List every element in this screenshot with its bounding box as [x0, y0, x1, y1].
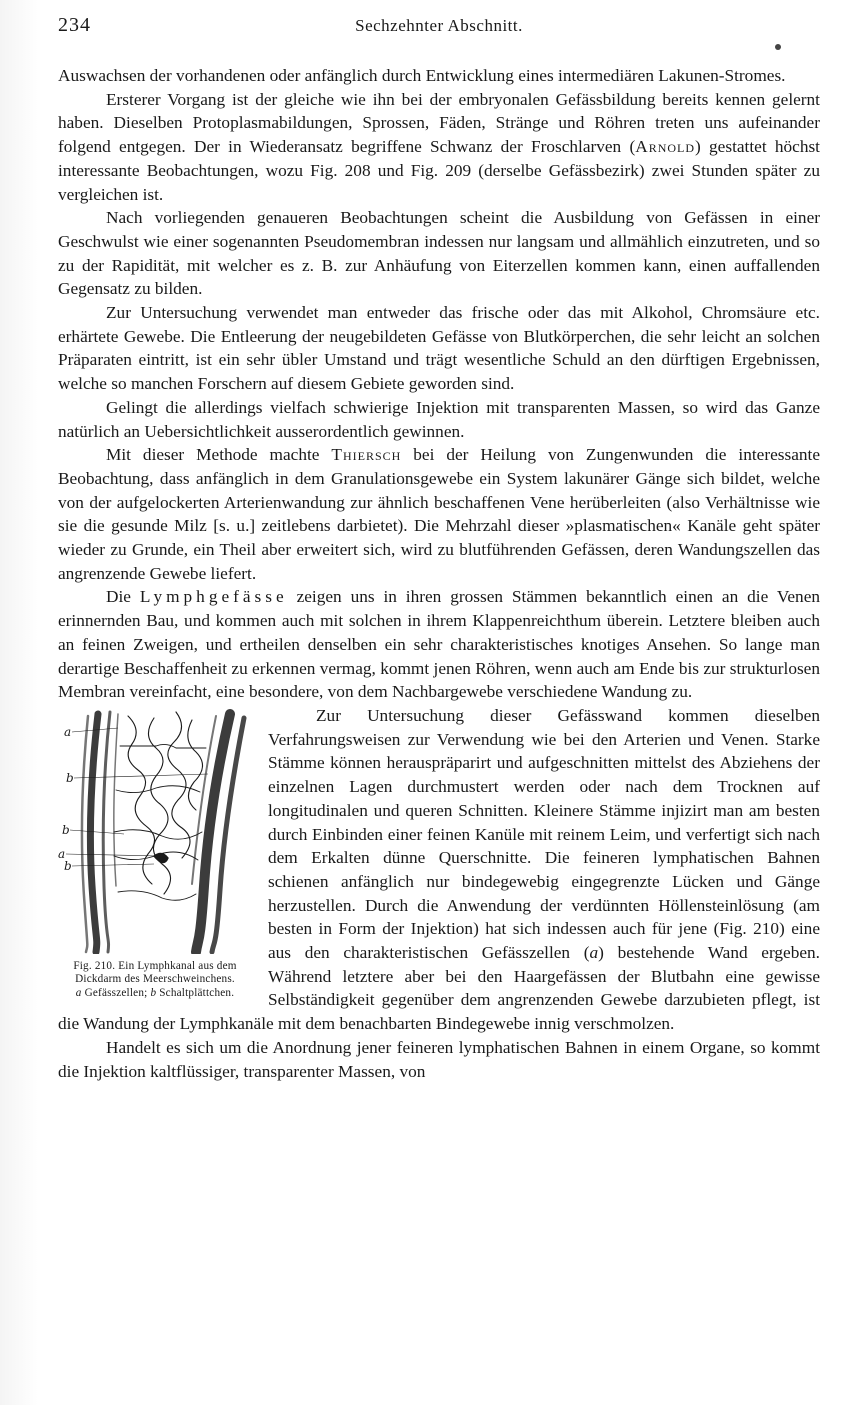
paragraph-6-tail: bei der Heilung von Zungenwunden die interessante Beobachtung, dass anfänglich in dem Granulationsgewebe ein System lakunärer Gänge sich bildet, welche von der aufgelockerten Arterienwandung zur ähnlich beschaffenen Vene herüberleiten (also Verhältnisse wie sie die gesunde Milz [s. u.] zeitlebens darbietet). Die Mehrzahl dieser »plasmatischen« Kanäle geht später wieder zu Grunde, ein Theil aber erweitert sich, wird zu blutführenden Gefässen, deren Wandungszellen das angrenzende Gewebe liefert.: [58, 445, 820, 583]
cell-label-a: a: [589, 943, 599, 963]
paragraph-7: [58, 585, 820, 704]
paragraph-5: Gelingt die allerdings vielfach schwierige Injektion mit transparenten Massen, so wird das Ganze natürlich an Uebersichtlichkeit ausserordentlich gewinnen.: [58, 397, 820, 441]
paragraph-6: [58, 443, 820, 585]
term-lymphgefaesse: Lymphgefässe: [139, 587, 288, 607]
paragraph-9: Handelt es sich um die Anordnung jener feineren lymphatischen Bahnen in einem Organe, so kommt die Injektion kaltflüssiger, transparenter Massen, von: [58, 1037, 820, 1081]
figure-210: [58, 706, 252, 1000]
figure-label-b: b: [66, 770, 74, 785]
caption-key-b-text: Schaltplättchen.: [159, 986, 235, 999]
running-title: Sechzehnter Abschnitt.: [355, 16, 523, 35]
author-thiersch: Thiersch: [331, 445, 402, 465]
page-number: 234: [58, 14, 91, 36]
figure-label-a: a: [58, 846, 66, 861]
paragraph-4: Zur Untersuchung verwendet man entweder das frische oder das mit Alkohol, Chromsäure etc. erhärtete Gewebe. Die Entleerung der neugebildeten Gefässe von Blutkörperchen, die sehr leicht an solchen Präparaten eintritt, ist ein sehr übler Umstand und trägt wesentliche Schuld an den dürftigen Ergebnissen, welche so manchen Forschern auf diesem Gebiete geworden sind.: [58, 303, 820, 394]
paragraph-2-text: Ersterer Vorgang ist der gleiche wie ihn bei der embryonalen Gefässbildung bereits kennen gelernt haben. Dieselben Protoplasmabildungen, Sprossen, Fäden, Stränge und Röhren treten uns aufeinander folgend entgegen. Der in Wiederansatz begriffene Schwanz der Froschlarven (: [58, 89, 820, 157]
lymph-vessel-illustration: [58, 706, 252, 954]
figure-label-a: a: [64, 724, 72, 739]
paragraph-1: Auswachsen der vorhandenen oder anfänglich durch Entwicklung eines intermediären Lakunen-Stromes.: [58, 66, 786, 85]
ink-speck: [775, 44, 781, 50]
paragraph-6-text: Mit dieser Methode machte: [106, 445, 332, 465]
paragraph-3: Nach vorliegenden genaueren Beobachtungen scheint die Ausbildung von Gefässen in einer Geschwulst wie einer sogenannten Pseudomembran indessen nur langsam und allmählich einzutreten, und so zu der Rapidität, mit welcher es z. B. zur Anhäufung von Eiterzellen kommen kann, einen auffallenden Gegensatz zu bilden.: [58, 208, 820, 299]
paragraph-7-text: Die: [106, 587, 140, 607]
figure-label-b: b: [64, 858, 72, 873]
figure-caption: [58, 960, 252, 1000]
paragraph-7-tail: zeigen uns in ihren grossen Stämmen bekanntlich einen an die Venen erinnernden Bau, und kommen auch mit solchen in ihrem Klappenreichthum überein. Letztere bleiben auch an feinen Zweigen, und ertheilen denselben ein sehr charakteristisches knotiges Ansehen. So lange man derartige Beschaffenheit zu erkennen vermag, kommt jenen Röhren, wenn auch am Ende bis zur strukturlosen Membran vereinfacht, eine besondere, von dem Nachbargewebe verschiedene Wandung zu.: [58, 587, 821, 702]
author-arnold: Arnold: [635, 137, 696, 157]
paragraph-8-tail: ) bestehende Wand ergeben. Während letztere aber bei den Haargefässen der Blutbahn eine gewisse Selbständigkeit gegenüber dem angrenzenden Gewebe darzubieten pflegt, ist die Wandung der Lymphkanäle mit dem benachbarten Bindegewebe innig verschmolzen.: [58, 943, 820, 1034]
paragraph-8-text: Zur Untersuchung dieser Gefässwand kommen dieselben Verfahrungsweisen zur Verwendung wie bei den Arterien und Venen. Starke Stämme können herauspräparirt und aufgeschnitten mittelst des Abziehens der einzelnen Lagen durchmustert werden oder nach dem Trocknen auf longitudinalen und queren Schnitten. Kleinere Stämme injizirt man am besten durch Einbinden einer feinen Kanüle mit reinem Leim, und verfertigt sich nach dem Erkalten dünne Querschnitte. Die feineren lymphatischen Bahnen schienen anfänglich nur bindegewebig eingegrenzte Lücken und Gänge herzustellen. Durch die Anwendung der verdünnten Höllensteinlösung (am besten in Form der Injektion) hat sich indessen auch für jene (Fig. 210) eine aus den charakteristischen Gefässzellen (: [268, 705, 820, 963]
caption-label: Fig. 210.: [73, 959, 116, 972]
caption-key-b: b: [150, 986, 157, 999]
caption-text: Ein Lymphkanal aus dem Dickdarm des Meerschweinchens.: [75, 959, 237, 986]
page-edge-shadow: [0, 0, 38, 1405]
caption-key-a: a: [75, 986, 82, 999]
page-header: [58, 14, 820, 42]
body-text: [58, 64, 820, 1083]
figure-label-b: b: [62, 822, 70, 837]
caption-key-a-text: Gefässzellen;: [84, 986, 148, 999]
paragraph-2-tail: ) gestattet höchst interessante Beobachtungen, wozu Fig. 208 und Fig. 209 (derselbe Gefässbezirk) zwei Stunden später zu vergleichen ist.: [58, 137, 820, 204]
paragraph-2: [58, 88, 820, 207]
